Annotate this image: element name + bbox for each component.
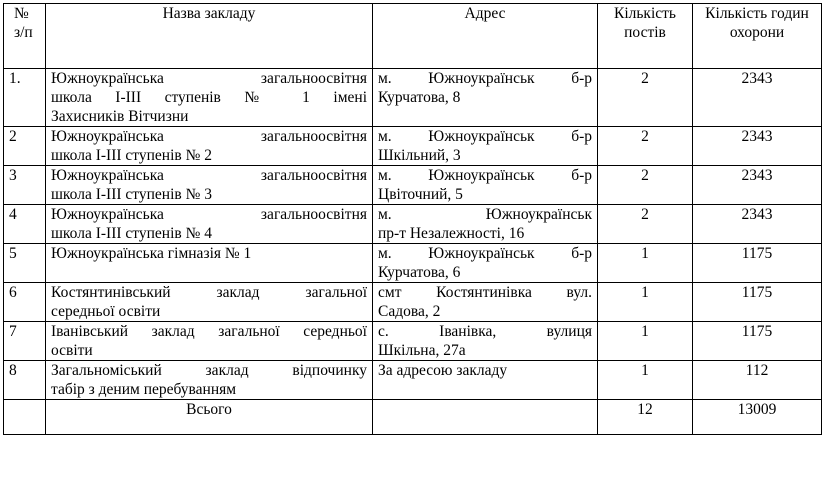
guard-hours: 112 xyxy=(693,361,822,400)
table-row xyxy=(4,361,822,400)
guard-hours: 2343 xyxy=(693,166,822,205)
institution-address-line: м. Южноукраїнськ xyxy=(378,206,592,223)
institution-address-line: м. Южноукраїнськ б-р xyxy=(378,167,592,184)
guard-hours: 2343 xyxy=(693,69,822,127)
institution-name-line: школа I-III ступенів № 2 xyxy=(51,147,212,164)
total-address-empty xyxy=(373,400,598,435)
posts-count: 2 xyxy=(598,127,693,166)
institution-name-line: середньої освіти xyxy=(51,303,161,320)
guard-hours: 2343 xyxy=(693,205,822,244)
posts-count: 1 xyxy=(598,244,693,283)
guard-hours: 1175 xyxy=(693,322,822,361)
security-posts-table xyxy=(3,3,822,435)
institution-name-line: Южноукраїнська загальноосвітня xyxy=(51,128,367,145)
row-number: 7 xyxy=(4,322,46,361)
table-row xyxy=(4,69,822,127)
institution-address xyxy=(373,283,598,322)
institution-name-line: освіти xyxy=(51,342,93,359)
total-hours: 13009 xyxy=(693,400,822,435)
institution-address-line: Садова, 2 xyxy=(378,303,441,320)
institution-address xyxy=(373,322,598,361)
posts-count: 1 xyxy=(598,283,693,322)
institution-name-line: Южноукраїнська загальноосвітня xyxy=(51,70,367,87)
institution-name-line: Іванівський заклад загальної середньої xyxy=(51,323,367,340)
row-number: 8 xyxy=(4,361,46,400)
institution-name-line: табір з деним перебуванням xyxy=(51,381,237,398)
posts-count: 2 xyxy=(598,166,693,205)
institution-name-line: Южноукраїнська загальноосвітня xyxy=(51,167,367,184)
total-posts: 12 xyxy=(598,400,693,435)
institution-name-line: Южноукраїнська гімназія № 1 xyxy=(51,245,252,262)
table-row xyxy=(4,244,822,283)
row-number: 1. xyxy=(4,69,46,127)
institution-name xyxy=(46,361,373,400)
institution-address-line: Цвіточний, 5 xyxy=(378,186,463,203)
institution-name xyxy=(46,69,373,127)
guard-hours: 1175 xyxy=(693,283,822,322)
table-header-row xyxy=(4,4,822,69)
institution-name xyxy=(46,205,373,244)
total-label: Всього xyxy=(46,400,373,435)
institution-name xyxy=(46,244,373,283)
institution-name-line: Загальноміський заклад відпочинку xyxy=(51,362,367,379)
institution-address xyxy=(373,244,598,283)
guard-hours: 1175 xyxy=(693,244,822,283)
posts-count: 1 xyxy=(598,361,693,400)
table-row xyxy=(4,322,822,361)
institution-address-line: с. Іванівка, вулиця xyxy=(378,323,592,340)
row-number: 4 xyxy=(4,205,46,244)
institution-address xyxy=(373,361,598,400)
row-number: 5 xyxy=(4,244,46,283)
institution-address xyxy=(373,127,598,166)
institution-address-line: м. Южноукраїнськ б-р xyxy=(378,70,592,87)
institution-address-line: м. Южноукраїнськ б-р xyxy=(378,128,592,145)
institution-address xyxy=(373,205,598,244)
institution-name-line: школа I-III ступенів № 4 xyxy=(51,225,212,242)
table-row xyxy=(4,205,822,244)
row-number: 6 xyxy=(4,283,46,322)
table-row xyxy=(4,127,822,166)
institution-address-line: Шкільний, 3 xyxy=(378,147,461,164)
institution-address-line: смт Костянтинівка вул. xyxy=(378,284,592,301)
institution-address-line: пр-т Незалежності, 16 xyxy=(378,225,525,242)
institution-name-line: Южноукраїнська загальноосвітня xyxy=(51,206,367,223)
institution-name xyxy=(46,322,373,361)
institution-name xyxy=(46,283,373,322)
institution-name-line: школа I-III ступенів № 3 xyxy=(51,186,212,203)
header-hours: Кількість годин охорони xyxy=(693,4,822,69)
institution-address xyxy=(373,166,598,205)
institution-address xyxy=(373,69,598,127)
posts-count: 2 xyxy=(598,205,693,244)
institution-name xyxy=(46,127,373,166)
institution-address-line: Курчатова, 6 xyxy=(378,264,461,281)
total-row xyxy=(4,400,822,435)
header-posts: Кількість постів xyxy=(598,4,693,69)
institution-address-line: За адресою закладу xyxy=(378,362,508,379)
guard-hours: 2343 xyxy=(693,127,822,166)
institution-name xyxy=(46,166,373,205)
header-address: Адрес xyxy=(373,4,598,69)
total-empty-cell xyxy=(4,400,46,435)
institution-name-line: Костянтинівський заклад загальної xyxy=(51,284,367,301)
table-row xyxy=(4,166,822,205)
header-name: Назва закладу xyxy=(46,4,373,69)
row-number: 3 xyxy=(4,166,46,205)
table-body xyxy=(4,69,822,400)
institution-address-line: м. Южноукраїнськ б-р xyxy=(378,245,592,262)
posts-count: 2 xyxy=(598,69,693,127)
table-row xyxy=(4,283,822,322)
institution-name-line: школа I-III ступенів № 1 імені xyxy=(51,89,367,106)
institution-address-line: Курчатова, 8 xyxy=(378,89,461,106)
institution-name-line: Захисників Вітчизни xyxy=(51,108,189,125)
row-number: 2 xyxy=(4,127,46,166)
institution-address-line: Шкільна, 27а xyxy=(378,342,466,359)
header-num: № з/п xyxy=(4,4,46,69)
posts-count: 1 xyxy=(598,322,693,361)
